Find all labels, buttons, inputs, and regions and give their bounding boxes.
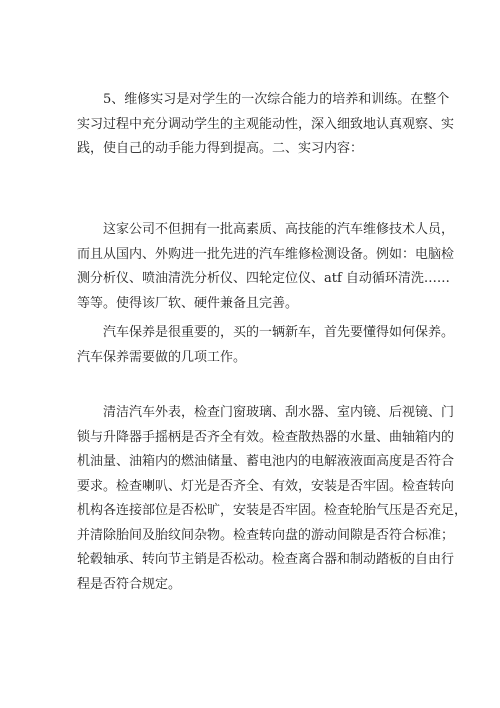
text-line: 测分析仪、喷油清洗分析仪、四轮定位仪、atf 自动循环清洗……	[77, 271, 450, 286]
text-line: 轮毂轴承、转向节主销是否松动。检查离合器和制动踏板的自由行	[77, 552, 455, 567]
text-line: 锁与升降器手摇柄是否齐全有效。检查散热器的水量、曲轴箱内的	[77, 429, 455, 445]
text-line: 程是否符合规定。	[77, 576, 182, 592]
text-line: 机构各连接部位是否松旷，安装是否牢固。检查轮胎气压是否充足，	[77, 503, 468, 518]
text-line: 机油量、油箱内的燃油储量、蓄电池内的电解液液面高度是否符合	[77, 454, 455, 469]
text-line: 实习过程中充分调动学生的主观能动性，深入细致地认真观察、实	[77, 116, 455, 132]
paragraph-maintenance-intro	[77, 321, 455, 370]
text-line: 5、维修实习是对学生的一次综合能力的培养和训练。在整个	[103, 92, 450, 107]
text-line: 要求。检查喇叭、灯光是否齐全、有效，安装是否牢固。检查转向	[77, 478, 455, 494]
text-line: 并清除胎间及胎纹间杂物。检查转向盘的游动间隙是否符合标准；	[77, 527, 455, 543]
text-line: 清洁汽车外表，检查门窗玻璃、刮水器、室内镜、后视镜、门	[103, 405, 455, 420]
text-line: 这家公司不但拥有一批高素质、高技能的汽车维修技术人员，	[103, 222, 455, 237]
text-line: 而且从国内、外购进一批先进的汽车维修检测设备。例如：电脑检	[77, 246, 455, 262]
text-line: 践，使自己的动手能力得到提高。二、实习内容：	[77, 141, 364, 156]
paragraph-company-equipment	[77, 218, 455, 316]
paragraph-maintenance-checklist	[77, 401, 468, 597]
text-line: 等等。使得该厂软、硬件兼备且完善。	[77, 295, 299, 311]
text-line: 汽车保养是很重要的，买的一辆新车，首先要懂得如何保养。	[103, 325, 455, 340]
paragraph-internship-purpose	[77, 88, 455, 162]
text-line: 汽车保养需要做的几项工作。	[77, 349, 247, 365]
